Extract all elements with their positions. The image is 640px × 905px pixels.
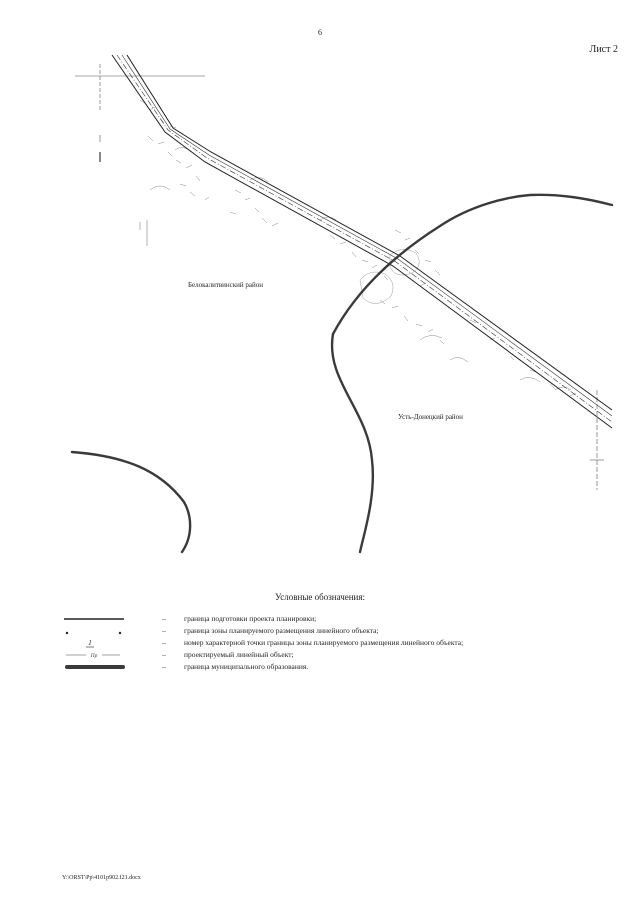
district-label-belokalitvinsky: Белокалитвинский район <box>188 281 264 289</box>
legend-point-label: 1 <box>88 639 92 647</box>
planning-map <box>0 40 640 560</box>
legend-symbol-point-number <box>62 637 128 649</box>
footer-file-path: Y:\ORST\Pp\4101p902.f21.docx <box>62 875 141 881</box>
legend-dash: – <box>162 638 166 647</box>
legend-item-point-number <box>62 637 622 649</box>
legend-object-label: Пр <box>90 653 98 659</box>
district-label-ust-donetsky: Усть-Донецкий район <box>398 413 463 421</box>
terrain-texture <box>140 100 576 396</box>
legend-text: граница подготовки проекта планировки; <box>184 614 317 623</box>
legend-title: Условные обозначения: <box>274 592 365 602</box>
legend-dash: – <box>162 626 166 635</box>
page-number: 6 <box>318 28 322 37</box>
legend-text: проектируемый линейный объект; <box>184 650 294 659</box>
legend-text: граница зоны планируемого размещения линейного объекта; <box>184 626 379 635</box>
legend-symbol-zone-boundary <box>62 625 128 637</box>
section-marker-left <box>140 220 147 246</box>
planning-boundary <box>112 55 612 428</box>
legend-dash: – <box>162 614 166 623</box>
legend-item-zone-boundary <box>62 625 622 637</box>
legend-dash: – <box>162 662 166 671</box>
legend-item-planning-boundary <box>62 613 622 625</box>
legend <box>62 613 622 673</box>
legend-symbol-projected-object <box>62 649 128 661</box>
sheet-label: Лист 2 <box>589 44 618 55</box>
projected-object <box>117 55 612 422</box>
legend-text: граница муниципального образования. <box>184 662 309 671</box>
legend-item-municipal-boundary <box>62 661 622 673</box>
legend-dash: – <box>162 650 166 659</box>
legend-text: номер характерной точки границы зоны планируемого размещения линейного объекта; <box>184 638 464 647</box>
legend-symbol-municipal-boundary <box>62 661 128 673</box>
municipal-boundary <box>72 195 612 552</box>
legend-item-projected-object <box>62 649 622 661</box>
legend-symbol-planning-boundary <box>62 613 128 625</box>
